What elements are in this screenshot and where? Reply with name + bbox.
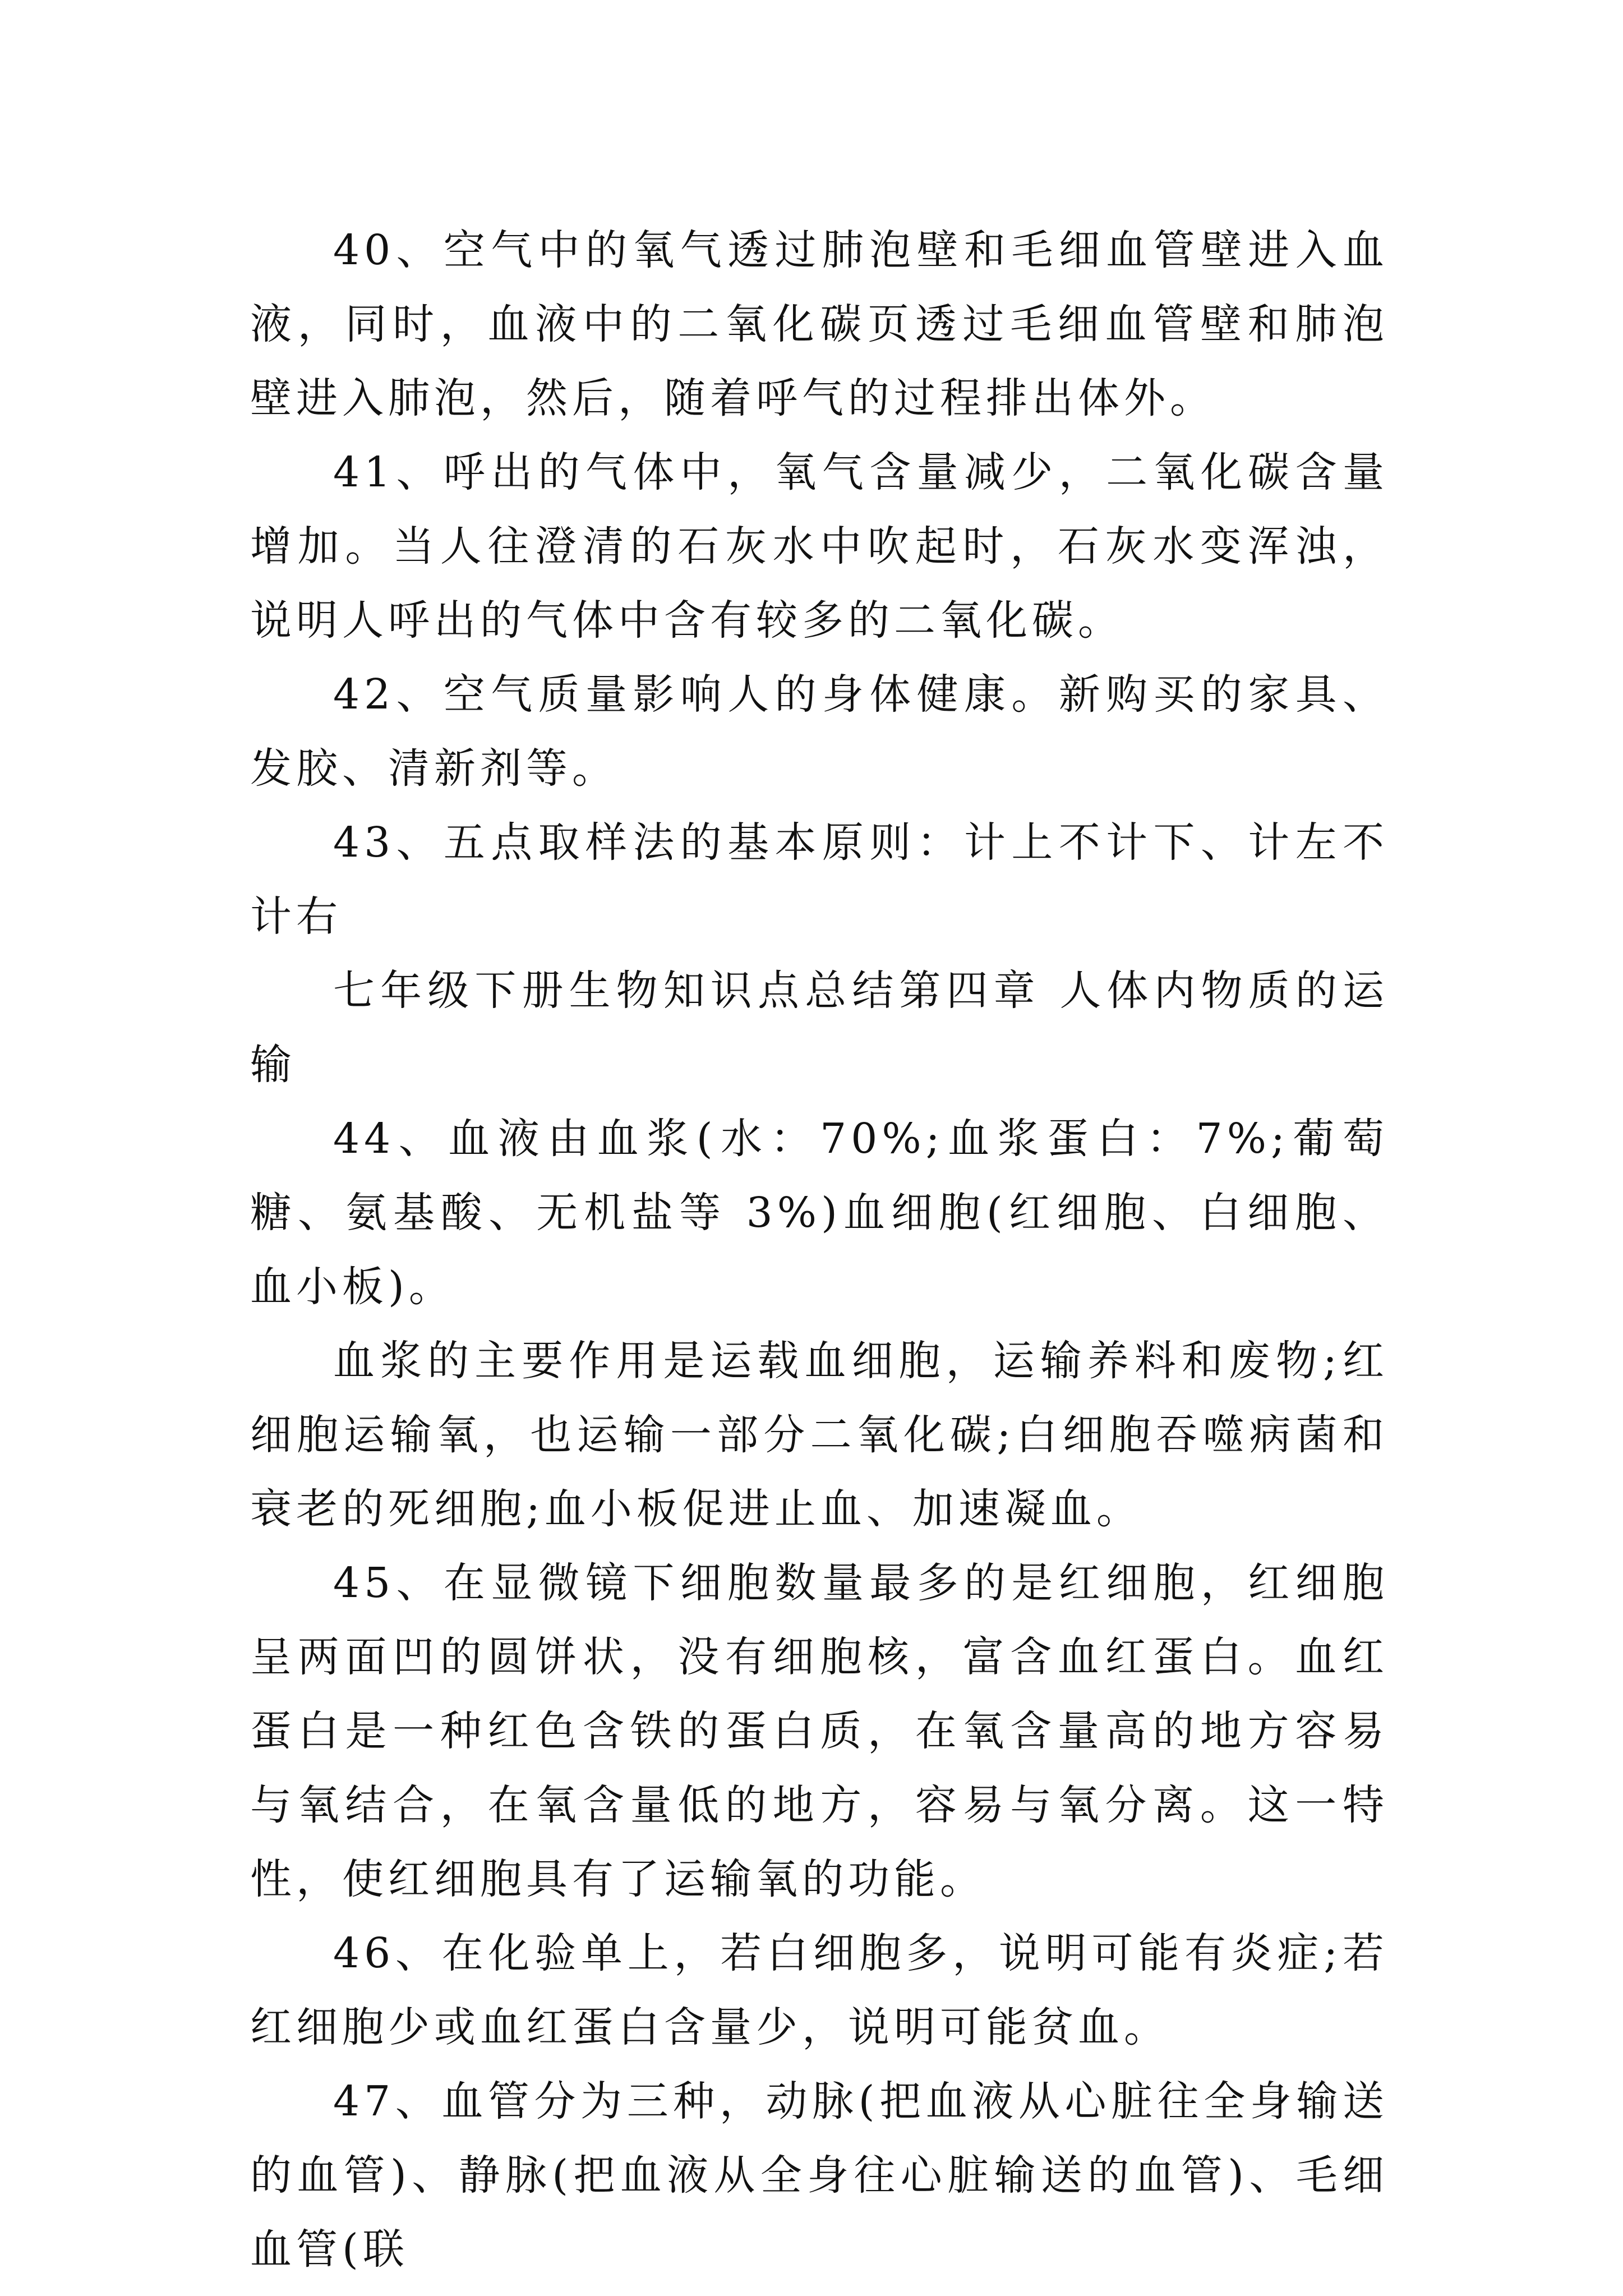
- paragraph-41: 41、呼出的气体中，氧气含量减少，二氧化碳含量增加。当人往澄清的石灰水中吹起时，石灰水变浑浊，说明人呼出的气体中含有较多的二氧化碳。: [250, 448, 1389, 645]
- paragraph-46: 46、在化验单上，若白细胞多，说明可能有炎症;若红细胞少或血红蛋白含量少，说明可能贫血。: [250, 1929, 1389, 2051]
- chapter-heading: 七年级下册生物知识点总结第四章 人体内物质的运输: [250, 967, 1389, 1089]
- paragraph-43: 43、五点取样法的基本原则：计上不计下、计左不计右: [250, 818, 1389, 941]
- paragraph-47: 47、血管分为三种，动脉(把血液从心脏往全身输送的血管)、静脉(把血液从全身往心脏输送的血管)、毛细血管(联: [250, 2077, 1389, 2274]
- paragraph-44: 44、血液由血浆(水：70%;血浆蛋白：7%;葡萄糖、氨基酸、无机盐等 3%)血细胞(红细胞、白细胞、血小板)。: [250, 1115, 1389, 1311]
- paragraph-plasma: 血浆的主要作用是运载血细胞，运输养料和废物;红细胞运输氧，也运输一部分二氧化碳;白细胞吞噬病菌和衰老的死细胞;血小板促进止血、加速凝血。: [250, 1337, 1389, 1533]
- paragraph-45: 45、在显微镜下细胞数量最多的是红细胞，红细胞呈两面凹的圆饼状，没有细胞核，富含血红蛋白。血红蛋白是一种红色含铁的蛋白质，在氧含量高的地方容易与氧结合，在氧含量低的地方，容易与氧分离。这一特性，使红细胞具有了运输氧的功能。: [250, 1559, 1389, 1903]
- paragraph-42: 42、空气质量影响人的身体健康。新购买的家具、发胶、清新剂等。: [250, 670, 1389, 793]
- paragraph-40: 40、空气中的氧气透过肺泡壁和毛细血管壁进入血液，同时，血液中的二氧化碳页透过毛细血管壁和肺泡壁进入肺泡，然后，随着呼气的过程排出体外。: [250, 226, 1389, 422]
- document-body: [250, 213, 1389, 2286]
